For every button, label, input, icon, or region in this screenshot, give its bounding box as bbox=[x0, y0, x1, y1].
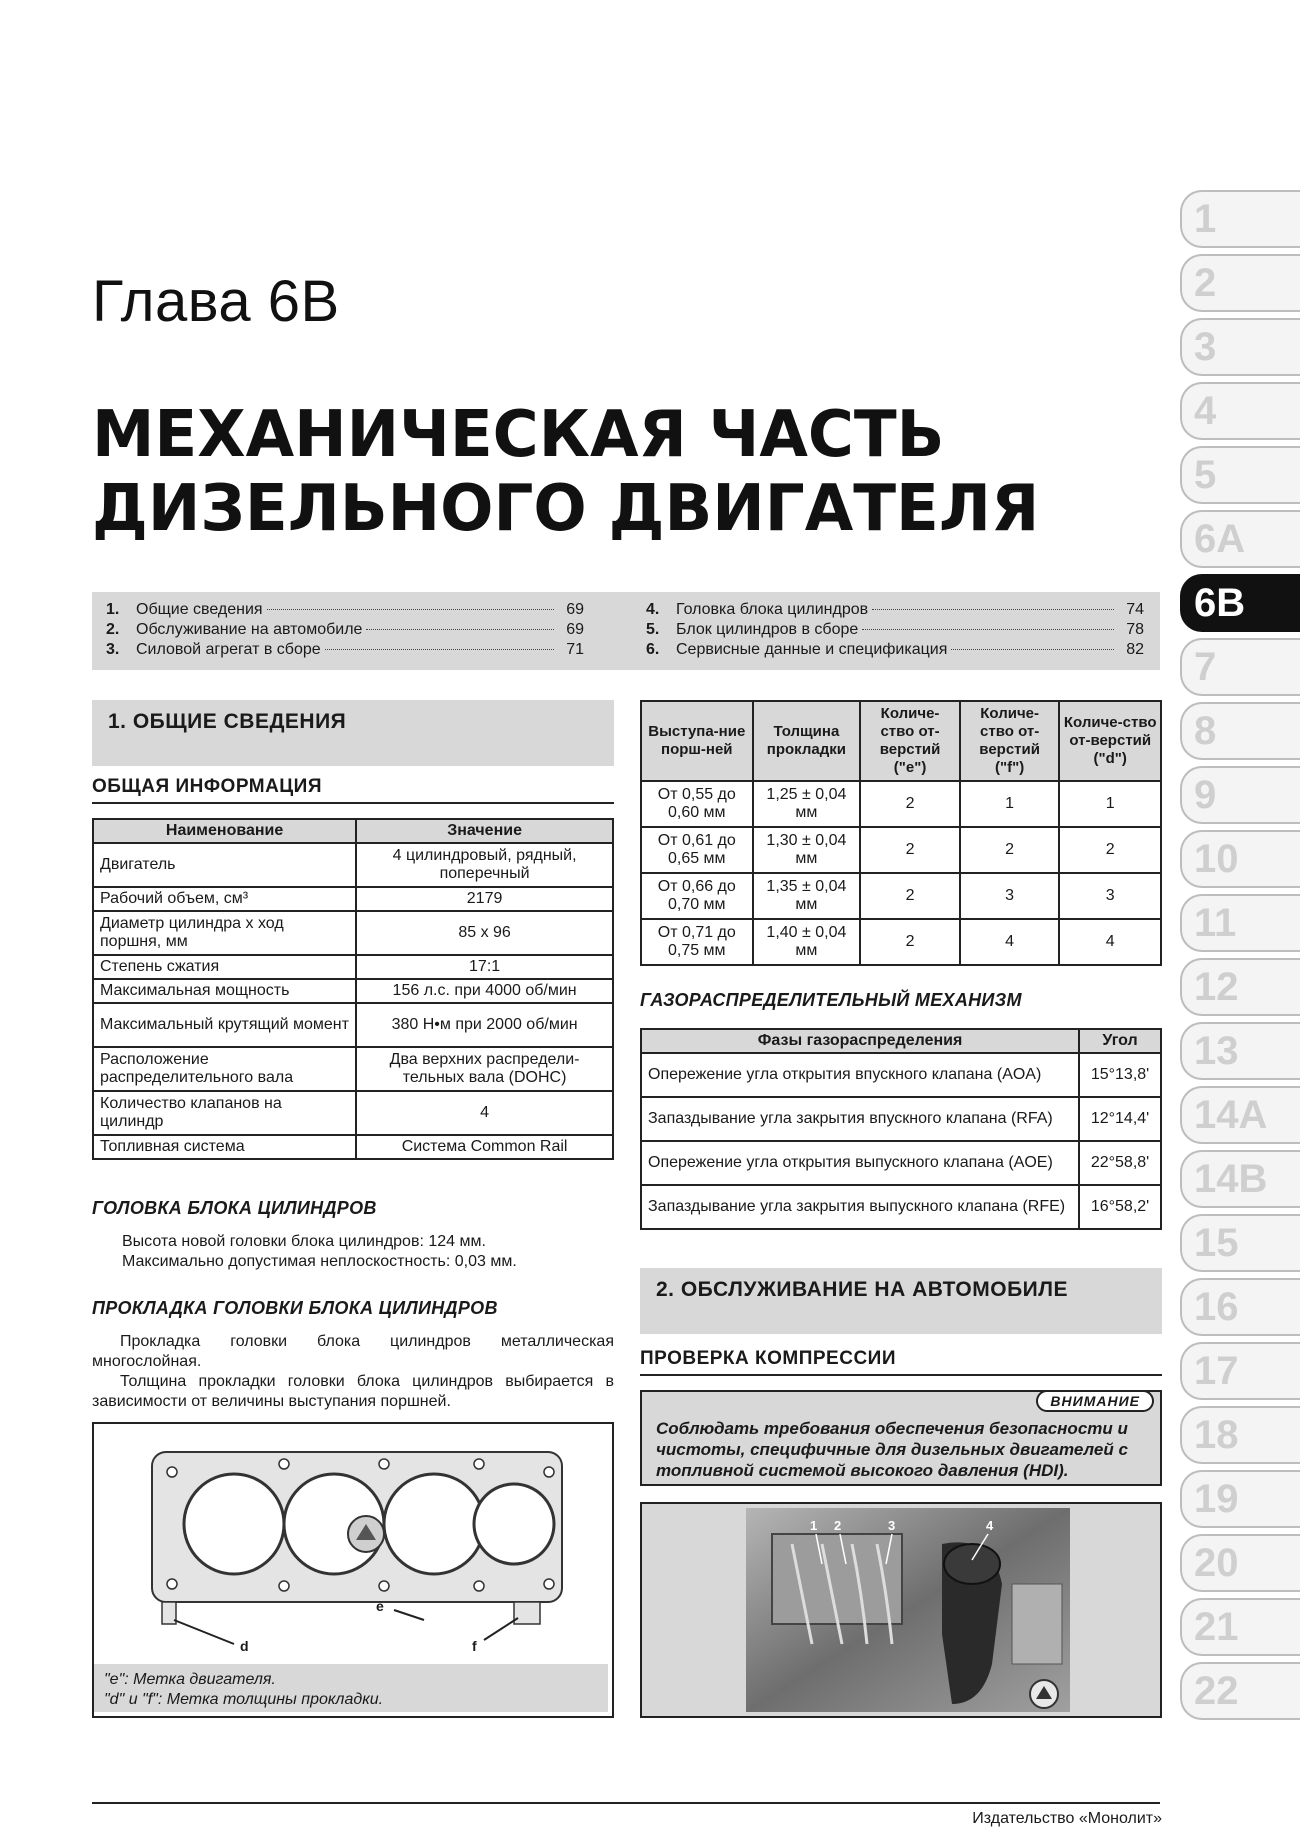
table-row bbox=[641, 873, 1161, 919]
chapter-title bbox=[92, 398, 1039, 546]
cell-value: 4 цилиндровый, рядный, поперечный bbox=[356, 843, 613, 887]
cell: 1 bbox=[960, 781, 1060, 827]
toc-item[interactable] bbox=[632, 620, 1152, 640]
table-row bbox=[93, 1135, 613, 1159]
cell-value: 2179 bbox=[356, 887, 613, 911]
chapter-tab[interactable]: 2 bbox=[1180, 254, 1300, 312]
chapter-tab[interactable]: 10 bbox=[1180, 830, 1300, 888]
toc-item[interactable] bbox=[632, 640, 1152, 660]
cell: 2 bbox=[860, 781, 960, 827]
toc-leader bbox=[325, 649, 554, 650]
chapter-tab[interactable]: 18 bbox=[1180, 1406, 1300, 1464]
cell-name: Опережение угла открытия впускного клапана (AOA) bbox=[641, 1053, 1079, 1097]
photo-label-2: 2 bbox=[834, 1518, 842, 1533]
cell-value: Система Common Rail bbox=[356, 1135, 613, 1159]
toc-page: 78 bbox=[1126, 621, 1144, 638]
engine-photo-frame bbox=[640, 1502, 1162, 1718]
caption-line: "e": Метка двигателя. bbox=[104, 1671, 276, 1688]
photo-label-4: 4 bbox=[986, 1518, 994, 1533]
engine-photo bbox=[642, 1504, 1160, 1716]
table-row bbox=[93, 1047, 613, 1091]
cell-value: 85 x 96 bbox=[356, 911, 613, 955]
table-row bbox=[641, 1097, 1161, 1141]
column-header: Количе-ство от-верстий ("d") bbox=[1059, 701, 1161, 781]
toc-page: 74 bbox=[1126, 601, 1144, 618]
chapter-tab-active[interactable]: 6B bbox=[1180, 574, 1300, 632]
toc-item[interactable] bbox=[632, 600, 1152, 620]
cell-name: Степень сжатия bbox=[93, 955, 356, 979]
table-row bbox=[641, 1141, 1161, 1185]
cell-value: 22°58,8' bbox=[1079, 1141, 1161, 1185]
chapter-tab[interactable]: 9 bbox=[1180, 766, 1300, 824]
chapter-tab[interactable]: 6A bbox=[1180, 510, 1300, 568]
cell: От 0,61 до 0,65 мм bbox=[641, 827, 753, 873]
cell-name: Рабочий объем, см³ bbox=[93, 887, 356, 911]
table-header-row bbox=[93, 819, 613, 843]
cell-name: Запаздывание угла закрытия выпускного клапана (RFE) bbox=[641, 1185, 1079, 1229]
table-row bbox=[93, 843, 613, 887]
table-row bbox=[93, 979, 613, 1003]
column-header: Значение bbox=[356, 819, 613, 843]
toc-right-column bbox=[632, 600, 1152, 660]
chapter-tab[interactable]: 21 bbox=[1180, 1598, 1300, 1656]
warning-box bbox=[640, 1390, 1162, 1486]
cell-name: Максимальная мощность bbox=[93, 979, 356, 1003]
cell-name: Двигатель bbox=[93, 843, 356, 887]
column-header: Наименование bbox=[93, 819, 356, 843]
general-info-table bbox=[92, 818, 614, 1160]
toc-label: Силовой агрегат в сборе bbox=[136, 641, 321, 658]
cell-name: Диаметр цилиндра x ход поршня, мм bbox=[93, 911, 356, 955]
chapter-number: Глава 6В bbox=[92, 269, 340, 334]
chapter-tab[interactable]: 11 bbox=[1180, 894, 1300, 952]
chapter-tab[interactable]: 12 bbox=[1180, 958, 1300, 1016]
toc-num: 1. bbox=[106, 601, 120, 618]
warning-badge: ВНИМАНИЕ bbox=[1036, 1390, 1154, 1412]
valve-timing-table bbox=[640, 1028, 1162, 1230]
toc-leader bbox=[267, 609, 554, 610]
valve-timing-heading: ГАЗОРАСПРЕДЕЛИТЕЛЬНЫЙ МЕХАНИЗМ bbox=[640, 990, 1022, 1010]
column-header: Угол bbox=[1079, 1029, 1161, 1053]
cell-value: 4 bbox=[356, 1091, 613, 1135]
chapter-title-line2: ДИЗЕЛЬНОГО ДВИГАТЕЛЯ bbox=[92, 472, 1040, 546]
section-2-header: 2. ОБСЛУЖИВАНИЕ НА АВТОМОБИЛЕ bbox=[640, 1268, 1162, 1334]
table-header-row bbox=[641, 701, 1161, 781]
table-row bbox=[93, 1003, 613, 1047]
table-row bbox=[93, 1091, 613, 1135]
cell-value: 380 Н•м при 2000 об/мин bbox=[356, 1003, 613, 1047]
cell: 1,40 ± 0,04 мм bbox=[753, 919, 861, 965]
toc-num: 5. bbox=[646, 621, 660, 638]
table-of-contents bbox=[92, 592, 1160, 670]
toc-leader bbox=[366, 629, 554, 630]
cell-value: 156 л.с. при 4000 об/мин bbox=[356, 979, 613, 1003]
cell-value: Два верхних распредели-тельных вала (DOHC) bbox=[356, 1047, 613, 1091]
toc-label: Обслуживание на автомобиле bbox=[136, 621, 363, 638]
chapter-tab[interactable]: 1 bbox=[1180, 190, 1300, 248]
divider bbox=[640, 1374, 1162, 1376]
marker-f: f bbox=[472, 1638, 477, 1654]
toc-leader bbox=[872, 609, 1114, 610]
cell: 2 bbox=[1059, 827, 1161, 873]
toc-page: 69 bbox=[566, 601, 584, 618]
gasket-paragraph-2: Толщина прокладки головки блока цилиндров выбирается в зависимости от величины выступания поршней. bbox=[92, 1373, 614, 1410]
chapter-tab[interactable]: 4 bbox=[1180, 382, 1300, 440]
toc-page: 82 bbox=[1126, 641, 1144, 658]
cell-value: 16°58,2' bbox=[1079, 1185, 1161, 1229]
footer-divider bbox=[92, 1802, 1160, 1804]
toc-label: Сервисные данные и спецификация bbox=[676, 641, 948, 658]
chapter-tab[interactable]: 16 bbox=[1180, 1278, 1300, 1336]
cell-name: Расположение распределительного вала bbox=[93, 1047, 356, 1091]
toc-num: 4. bbox=[646, 601, 660, 618]
cell: 1 bbox=[1059, 781, 1161, 827]
toc-label: Блок цилиндров в сборе bbox=[676, 621, 859, 638]
cell: 1,30 ± 0,04 мм bbox=[753, 827, 861, 873]
chapter-tab[interactable]: 15 bbox=[1180, 1214, 1300, 1272]
toc-leader bbox=[862, 629, 1114, 630]
toc-num: 2. bbox=[106, 621, 120, 638]
marker-e: e bbox=[376, 1598, 384, 1614]
compression-heading: ПРОВЕРКА КОМПРЕССИИ bbox=[640, 1348, 896, 1369]
head-block-flatness: Максимально допустимая неплоскостность: 0,03 мм. bbox=[122, 1253, 517, 1270]
column-header: Толщина прокладки bbox=[753, 701, 861, 781]
divider bbox=[92, 802, 614, 804]
chapter-tab[interactable]: 14B bbox=[1180, 1150, 1300, 1208]
toc-label: Головка блока цилиндров bbox=[676, 601, 869, 618]
warning-text: Соблюдать требования обеспечения безопасности и чистоты, специфичные для дизельных двигателей с топливной системой высокого давления (HDI). bbox=[656, 1419, 1128, 1480]
table-row bbox=[641, 781, 1161, 827]
table-row bbox=[93, 911, 613, 955]
chapter-tab[interactable]: 5 bbox=[1180, 446, 1300, 504]
cell: 4 bbox=[1059, 919, 1161, 965]
cell: 3 bbox=[960, 873, 1060, 919]
cell-value: 17:1 bbox=[356, 955, 613, 979]
cell-name: Запаздывание угла закрытия впускного клапана (RFA) bbox=[641, 1097, 1079, 1141]
caption-line: "d" и "f": Метка толщины прокладки. bbox=[104, 1691, 384, 1708]
cell: От 0,66 до 0,70 мм bbox=[641, 873, 753, 919]
toc-label: Общие сведения bbox=[136, 601, 263, 618]
chapter-tab[interactable]: 7 bbox=[1180, 638, 1300, 696]
column-header: Выступа-ние порш-ней bbox=[641, 701, 753, 781]
gasket-figure bbox=[92, 1422, 614, 1718]
chapter-tab[interactable]: 20 bbox=[1180, 1534, 1300, 1592]
cell-value: 12°14,4' bbox=[1079, 1097, 1161, 1141]
table-row bbox=[93, 955, 613, 979]
table-row bbox=[641, 1185, 1161, 1229]
cell-name: Максимальный крутящий момент bbox=[93, 1003, 356, 1047]
chapter-tab[interactable]: 8 bbox=[1180, 702, 1300, 760]
publisher: Издательство «Монолит» bbox=[972, 1810, 1162, 1827]
table-row bbox=[641, 827, 1161, 873]
photo-label-1: 1 bbox=[810, 1518, 818, 1533]
cell: 4 bbox=[960, 919, 1060, 965]
chapter-tab[interactable]: 14A bbox=[1180, 1086, 1300, 1144]
cell-name: Топливная система bbox=[93, 1135, 356, 1159]
head-block-heading: ГОЛОВКА БЛОКА ЦИЛИНДРОВ bbox=[92, 1198, 377, 1218]
gasket-diagram bbox=[94, 1424, 612, 1664]
toc-leader bbox=[951, 649, 1114, 650]
toc-num: 3. bbox=[106, 641, 120, 658]
toc-left-column bbox=[92, 600, 592, 660]
toc-page: 69 bbox=[566, 621, 584, 638]
column-header: Количе-ство от-верстий ("e") bbox=[860, 701, 960, 781]
toc-page: 71 bbox=[566, 641, 584, 658]
photo-label-3: 3 bbox=[888, 1518, 896, 1533]
toc-item[interactable] bbox=[92, 600, 592, 620]
chapter-tab[interactable]: 22 bbox=[1180, 1662, 1300, 1720]
cell: 3 bbox=[1059, 873, 1161, 919]
toc-num: 6. bbox=[646, 641, 660, 658]
cell-name: Количество клапанов на цилиндр bbox=[93, 1091, 356, 1135]
marker-d: d bbox=[240, 1638, 249, 1654]
cell-name: Опережение угла открытия выпускного клапана (AOE) bbox=[641, 1141, 1079, 1185]
cell: 1,35 ± 0,04 мм bbox=[753, 873, 861, 919]
cell: От 0,71 до 0,75 мм bbox=[641, 919, 753, 965]
chapter-title-line1: МЕХАНИЧЕСКАЯ ЧАСТЬ bbox=[92, 398, 945, 472]
toc-item[interactable] bbox=[92, 620, 592, 640]
chapter-tab[interactable]: 13 bbox=[1180, 1022, 1300, 1080]
gasket-paragraph-1: Прокладка головки блока цилиндров металлическая многослойная. bbox=[92, 1333, 614, 1370]
section-1-header: 1. ОБЩИЕ СВЕДЕНИЯ bbox=[92, 700, 614, 766]
column-header: Количе-ство от-верстий ("f") bbox=[960, 701, 1060, 781]
cell: 1,25 ± 0,04 мм bbox=[753, 781, 861, 827]
cell: 2 bbox=[860, 873, 960, 919]
gasket-caption bbox=[94, 1664, 608, 1712]
chapter-tab[interactable]: 3 bbox=[1180, 318, 1300, 376]
cell: 2 bbox=[860, 827, 960, 873]
table-row bbox=[93, 887, 613, 911]
table-header-row bbox=[641, 1029, 1161, 1053]
cell: 2 bbox=[860, 919, 960, 965]
toc-item[interactable] bbox=[92, 640, 592, 660]
cell-value: 15°13,8' bbox=[1079, 1053, 1161, 1097]
table-row bbox=[641, 1053, 1161, 1097]
general-info-heading: ОБЩАЯ ИНФОРМАЦИЯ bbox=[92, 776, 322, 797]
gasket-heading: ПРОКЛАДКА ГОЛОВКИ БЛОКА ЦИЛИНДРОВ bbox=[92, 1298, 498, 1318]
head-block-height: Высота новой головки блока цилиндров: 124 мм. bbox=[122, 1233, 486, 1250]
column-header: Фазы газораспределения bbox=[641, 1029, 1079, 1053]
piston-protrusion-table bbox=[640, 700, 1162, 966]
chapter-tab[interactable]: 17 bbox=[1180, 1342, 1300, 1400]
table-row bbox=[641, 919, 1161, 965]
cell: 2 bbox=[960, 827, 1060, 873]
cell: От 0,55 до 0,60 мм bbox=[641, 781, 753, 827]
chapter-tab[interactable]: 19 bbox=[1180, 1470, 1300, 1528]
